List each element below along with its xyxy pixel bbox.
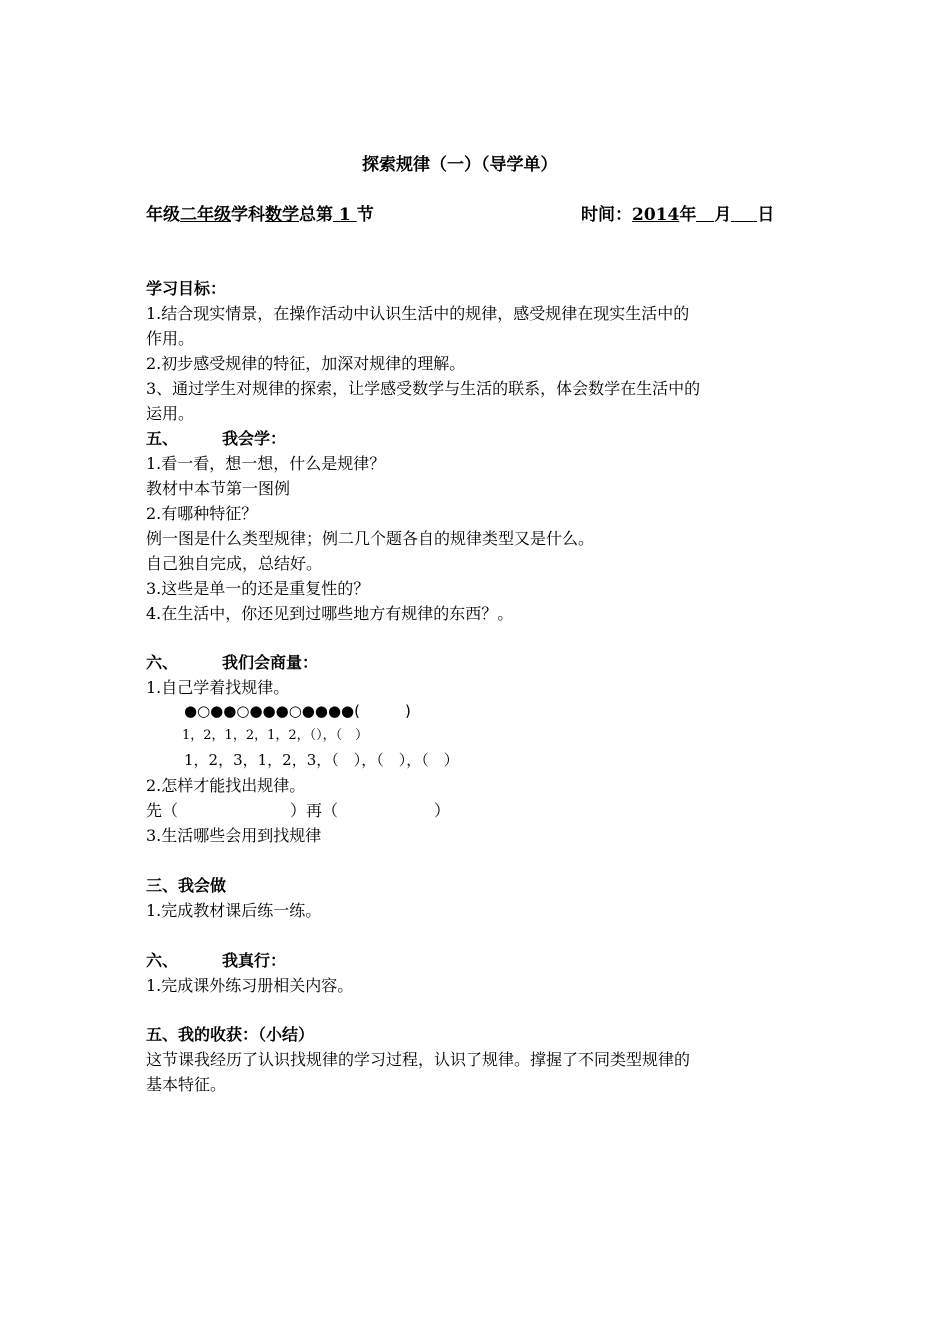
day-unit: 日 xyxy=(757,205,775,225)
discuss-item-3: 3.生活哪些会用到找规律 xyxy=(146,826,322,845)
lesson-number: 1 xyxy=(338,205,351,225)
practice-heading: 六、 我真行： xyxy=(146,951,287,970)
discuss-item-1: 1.自己学着找规律。 xyxy=(146,678,290,697)
learn-item-6: 3.这些是单一的还是重复性的？ xyxy=(146,579,370,598)
time-label: 时间： xyxy=(581,205,632,225)
number-pattern-2: 1，2，3，1，2，3，（ ），（ ），（ ） xyxy=(184,751,459,769)
page-title: 探索规律（一）（导学单） xyxy=(362,155,558,175)
do-heading: 三、我会做 xyxy=(146,876,227,895)
subject-label: 学科 xyxy=(231,205,265,225)
month-blank xyxy=(696,205,714,222)
day-blank xyxy=(731,205,757,222)
subject-value: 数学 xyxy=(265,205,299,225)
goal-line-3: 2.初步感受规律的特征，加深对规律的理解。 xyxy=(146,354,466,373)
goal-line-2: 作用。 xyxy=(146,329,195,348)
lesson-unit: 节 xyxy=(356,205,374,225)
grade-label: 年级 xyxy=(146,205,180,225)
month-unit: 月 xyxy=(714,205,732,225)
learn-item-4: 例一图是什么类型规律；例二几个题各自的规律类型又是什么。 xyxy=(146,529,595,548)
first-then-line: 先（ ）再（ ） xyxy=(146,801,451,820)
learn-item-1: 1.看一看，想一想，什么是规律？ xyxy=(146,454,386,473)
goals-heading: 学习目标： xyxy=(146,279,227,298)
year-value: 2014 xyxy=(632,205,680,225)
date-field xyxy=(581,200,774,225)
gain-line-2: 基本特征。 xyxy=(146,1075,227,1094)
goal-line-5: 运用。 xyxy=(146,404,195,423)
learn-item-2: 教材中本节第一图例 xyxy=(146,479,291,498)
practice-item-1: 1.完成课外练习册相关内容。 xyxy=(146,976,354,995)
goal-line-1: 1.结合现实情景，在操作活动中认识生活中的规律，感受规律在现实生活中的 xyxy=(146,304,690,323)
gain-heading: 五、我的收获：（小结） xyxy=(146,1025,315,1044)
total-label: 总第 xyxy=(299,205,333,225)
learn-item-3: 2.有哪种特征？ xyxy=(146,504,258,523)
discuss-item-2: 2.怎样才能找出规律。 xyxy=(146,776,306,795)
year-unit: 年 xyxy=(679,205,697,225)
goal-line-4: 3、通过学生对规律的探索，让学感受数学与生活的联系，体会数学在生活中的 xyxy=(146,379,701,398)
number-pattern-1: 1，2，1，2，1，2，（），（ ） xyxy=(182,728,369,743)
learn-heading: 五、 我会学： xyxy=(146,429,287,448)
gain-line-1: 这节课我经历了认识找规律的学习过程，认识了规律。撑握了不同类型规律的 xyxy=(146,1050,691,1069)
header-info xyxy=(146,200,826,225)
grade-value: 二年级 xyxy=(180,205,231,225)
dot-pattern: ●○●●○●●●○●●●●( ) xyxy=(184,702,411,720)
do-item-1: 1.完成教材课后练一练。 xyxy=(146,901,322,920)
learn-item-7: 4.在生活中，你还见到过哪些地方有规律的东西？。 xyxy=(146,604,514,623)
discuss-heading: 六、 我们会商量： xyxy=(146,653,319,672)
learn-item-5: 自己独自完成，总结好。 xyxy=(146,554,323,573)
